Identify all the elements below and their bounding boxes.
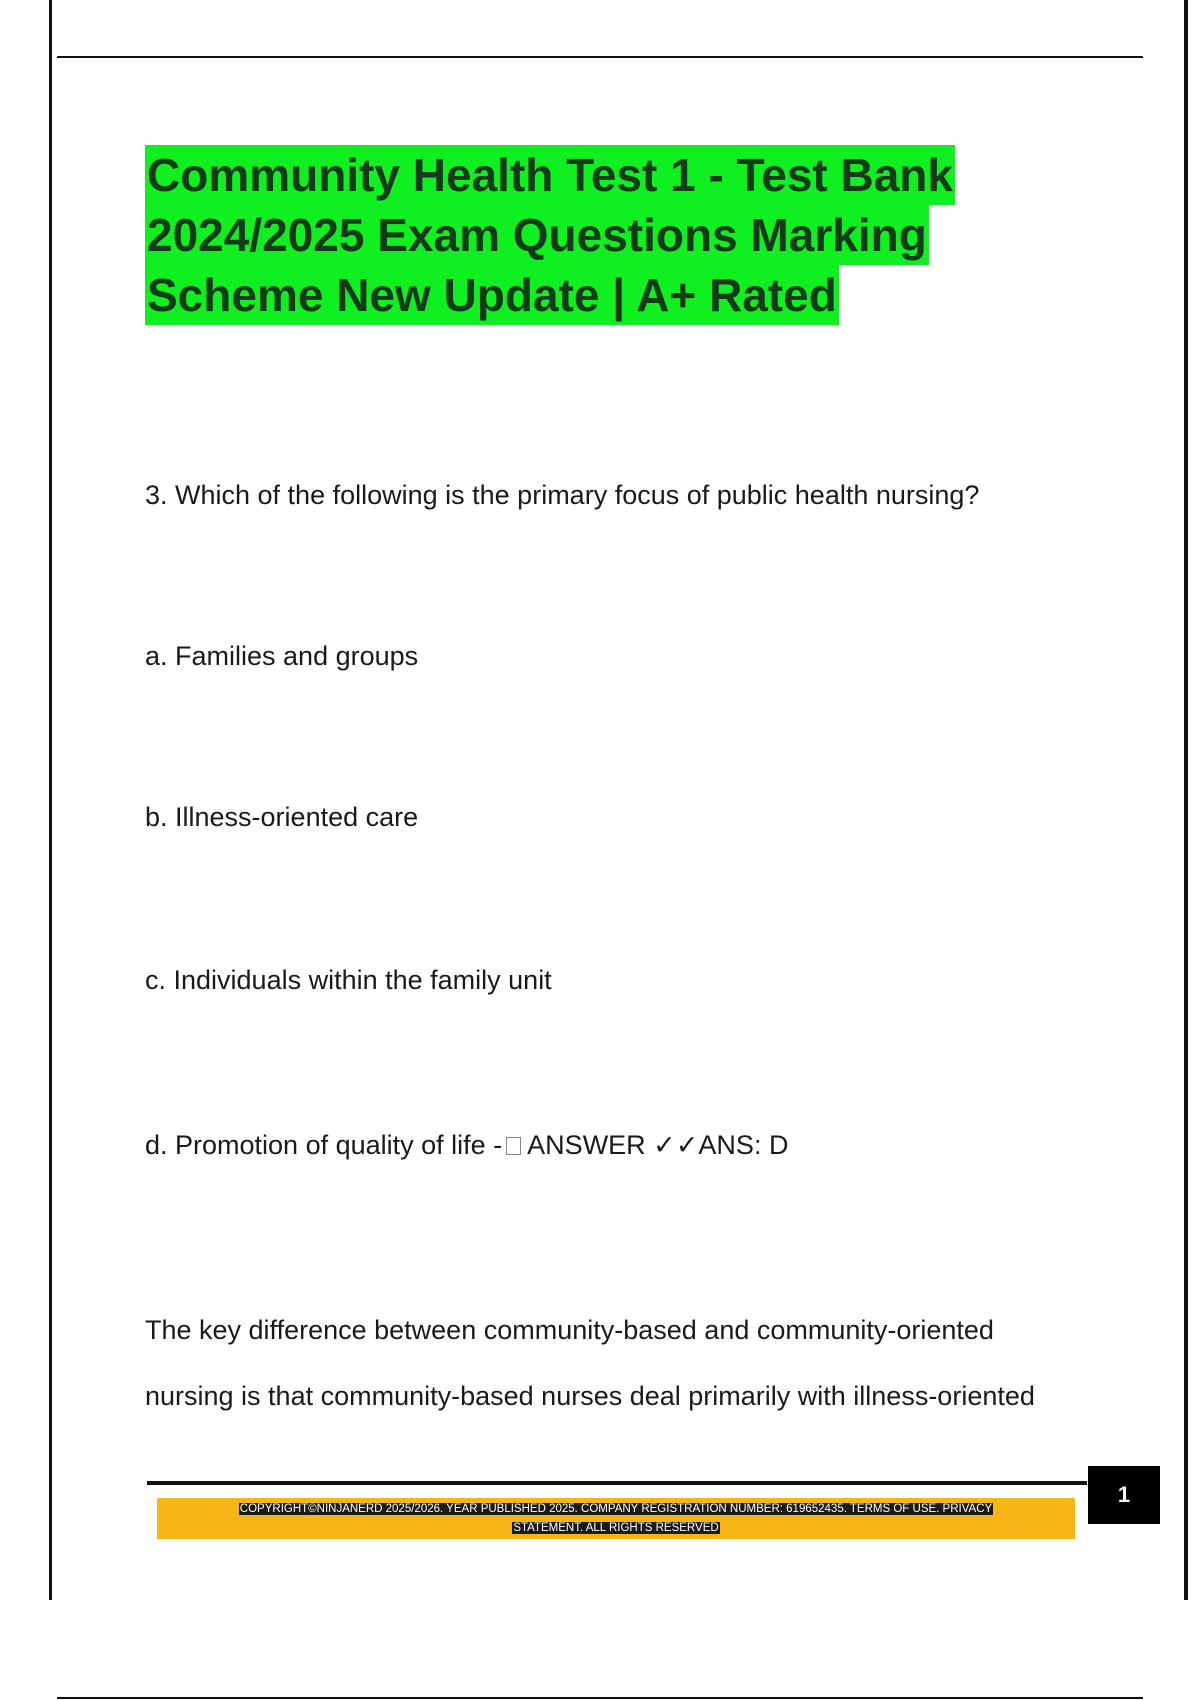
page-number: 1 [1088, 1466, 1160, 1524]
title-line-1: Community Health Test 1 - Test Bank [145, 145, 955, 205]
explanation-paragraph [145, 1297, 1145, 1429]
copyright-notice [157, 1498, 1075, 1539]
option-d-label: d. Promotion of quality of life - [145, 1130, 503, 1160]
page-border-right [1184, 0, 1188, 1600]
document-title [145, 145, 1045, 325]
answer-key: ANSWER ✓✓ANS: D [527, 1130, 789, 1160]
copyright-line-1: COPYRIGHT©NINJANERD 2025/2026. YEAR PUBLISHED 2025. COMPANY REGISTRATION NUMBER: 619652435. TERMS OF USE. PRIVACY [239, 1503, 993, 1515]
bottom-rule [57, 1697, 1143, 1699]
title-line-2: 2024/2025 Exam Questions Marking [145, 205, 929, 265]
option-d [145, 1130, 788, 1161]
footer-rule [147, 1481, 1087, 1485]
header-rule [57, 56, 1143, 58]
page-border-left [49, 0, 52, 1600]
missing-glyph-box-icon [506, 1137, 521, 1155]
option-b: b. Illness-oriented care [145, 802, 419, 832]
question-stem: 3. Which of the following is the primary focus of public health nursing? [145, 480, 980, 510]
paragraph-line-2: nursing is that community-based nurses deal primarily with illness-oriented [145, 1381, 1035, 1411]
option-a: a. Families and groups [145, 641, 419, 671]
option-c: c. Individuals within the family unit [145, 965, 552, 995]
title-line-3: Scheme New Update | A+ Rated [145, 265, 839, 325]
copyright-line-2: STATEMENT. ALL RIGHTS RESERVED [513, 1522, 719, 1534]
paragraph-line-1: The key difference between community-based and community-oriented [145, 1315, 994, 1345]
